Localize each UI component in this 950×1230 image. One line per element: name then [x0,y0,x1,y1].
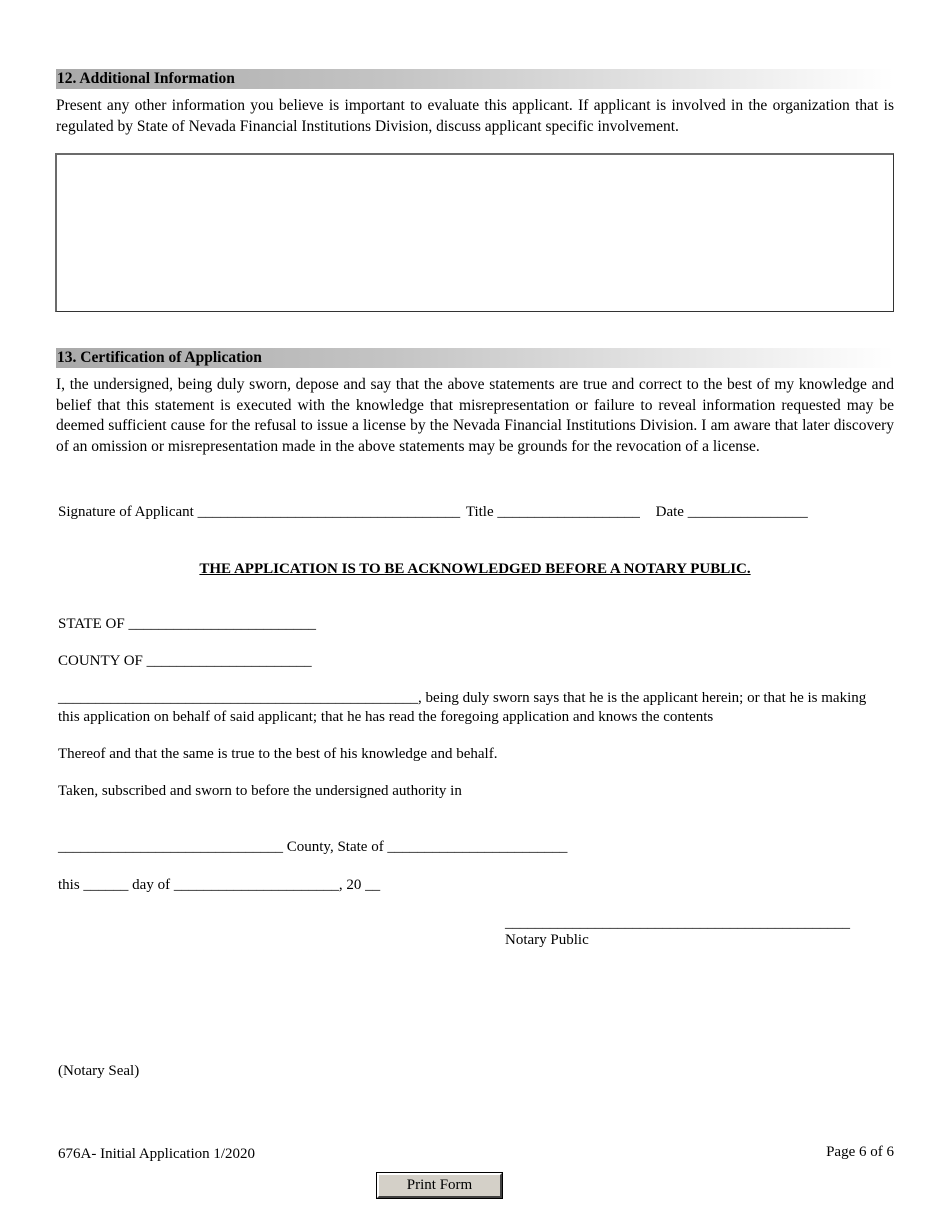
notary-public-label: Notary Public [505,932,589,948]
title-field[interactable]: ___________________ [497,504,640,520]
signature-field[interactable]: ___________________________________ [197,504,461,520]
sworn-statement-line-2: this application on behalf of said applicant; that he has read the foregoing application and knows the contents [58,709,714,725]
signature-label: Signature of Applicant [58,504,194,520]
sworn-statement-line-1[interactable]: ________________________________________________, being duly sworn says that he is the applicant herein; or that he is making [58,690,867,706]
section-12-instructions: Present any other information you believe is important to evaluate this applicant. If applicant is involved in the organization that is regulated by State of Nevada Financial Institutions Division, discuss applicant specific involvement. [56,97,894,135]
section-12-header: 12. Additional Information [56,69,894,89]
page-number: Page 6 of 6 [826,1144,894,1160]
print-form-button[interactable]: Print Form [377,1173,502,1198]
notary-signature-field[interactable]: ______________________________________________ [505,915,850,931]
signature-row [58,503,808,521]
additional-information-textarea[interactable] [55,153,894,312]
county-of-line[interactable]: COUNTY OF ______________________ [58,653,312,669]
date-field[interactable]: ________________ [687,504,808,520]
county-state-line[interactable]: ______________________________ County, State of ________________________ [58,839,568,855]
form-id: 676A- Initial Application 1/2020 [58,1146,256,1162]
section-13-certification-text: I, the undersigned, being duly sworn, depose and say that the above statements are true and correct to the best of my knowledge and belief that this statement is executed with the knowledge that misrepresentation or failure to reveal information requested may be deemed sufficient cause for the refusal to issue a license by the Nevada Financial Institutions Division. I am aware that later discovery of an omission or misrepresentation made in the above statements may be grounds for the revocation of a license. [56,376,894,455]
taken-statement: Taken, subscribed and sworn to before the undersigned authority in [58,783,462,799]
thereof-statement: Thereof and that the same is true to the best of his knowledge and behalf. [58,746,498,762]
notary-seal-label: (Notary Seal) [58,1063,140,1079]
day-of-line[interactable]: this ______ day of ______________________, 20 __ [58,877,381,893]
title-label: Title [465,504,494,520]
state-of-line[interactable]: STATE OF _________________________ [58,616,316,632]
section-13-header: 13. Certification of Application [56,348,894,368]
date-label: Date [655,504,684,520]
notary-heading: THE APPLICATION IS TO BE ACKNOWLEDGED BEFORE A NOTARY PUBLIC. [199,561,751,577]
